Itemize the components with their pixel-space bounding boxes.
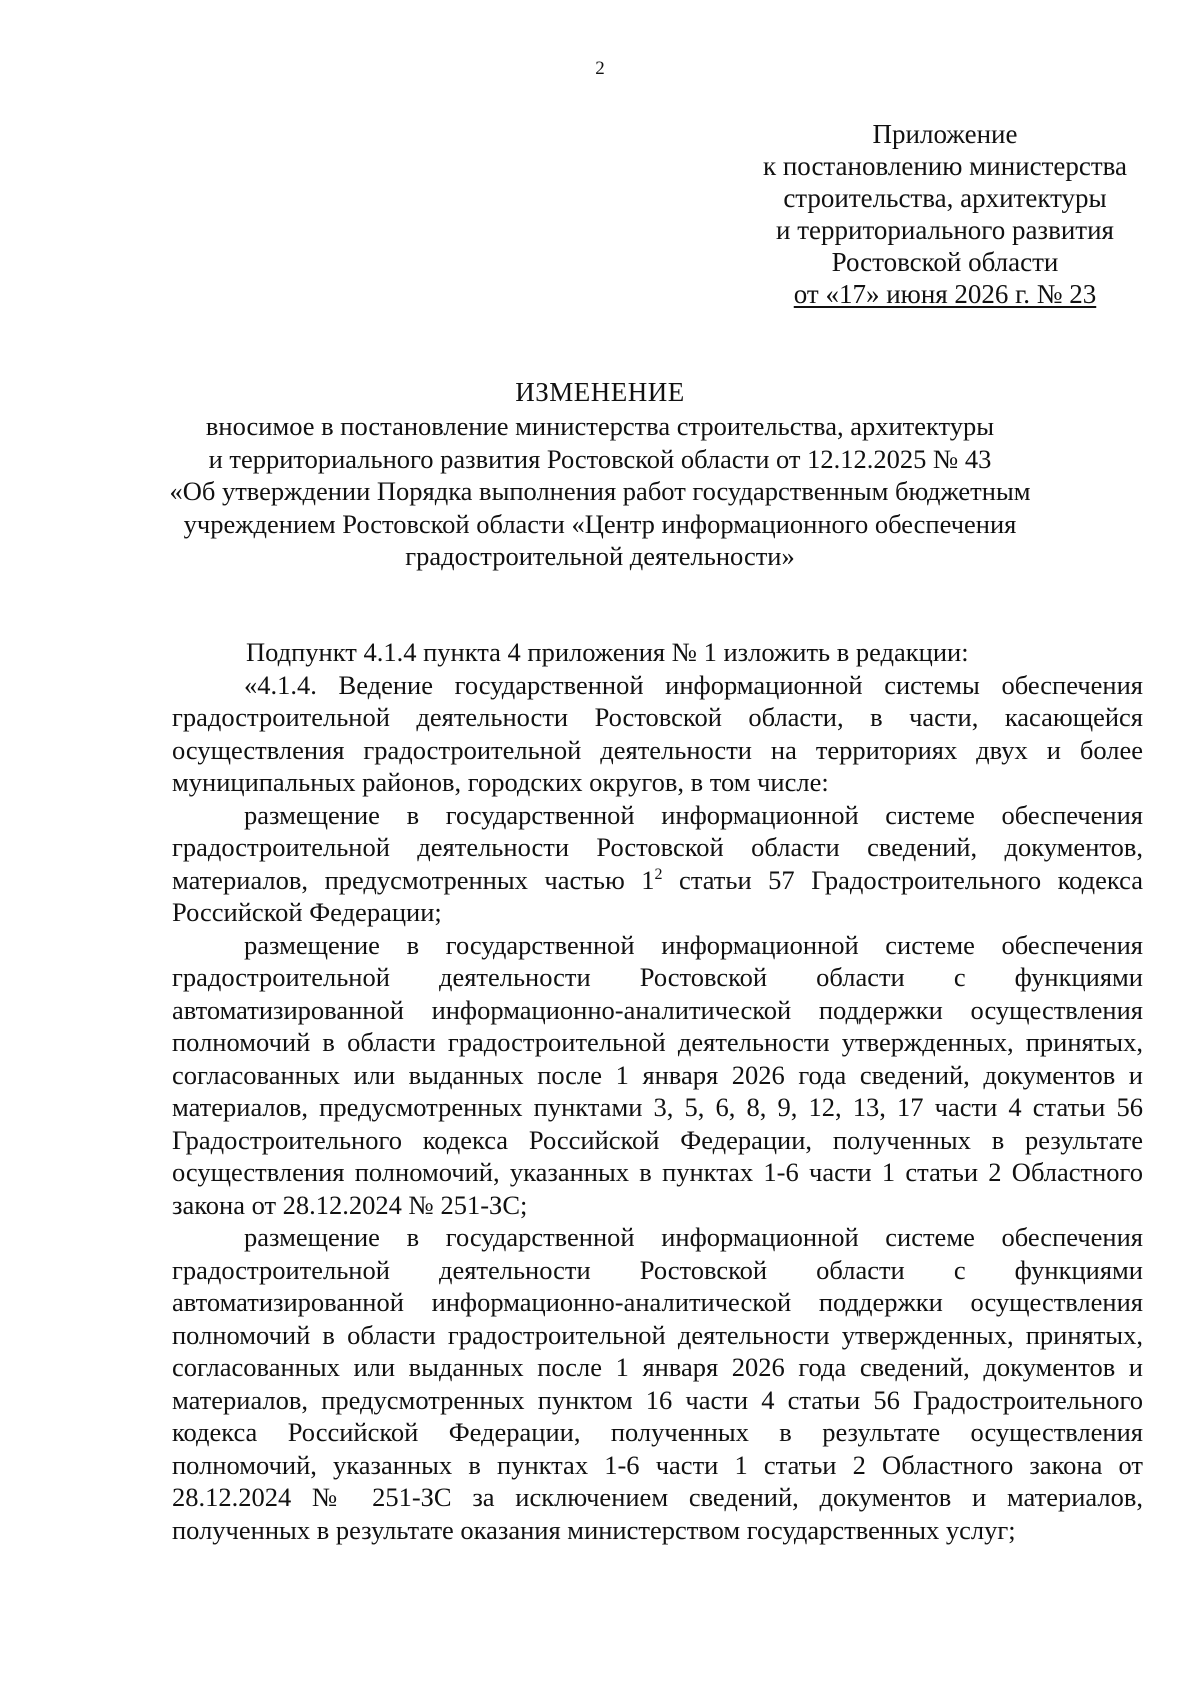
body-paragraph-placement-3: размещение в государственной информационной системе обеспечения градостроительной деятельности Ростовской области с функциями автоматизированной информационно-аналитической поддержки осуществления полномочий в области градостроительной деятельности утвержденных, принятых, согласованных или выданных после 1 января 2026 года сведений, документов и материалов, предусмотренных пунктом 16 части 4 статьи 56 Градостроительного кодекса Российской Федерации, полученных в результате осуществления полномочий, указанных в пунктах 1-6 части 1 статьи 2 Областного закона от 28.12.2024 № 251-ЗС за исключением сведений, документов и материалов, полученных в результате оказания министерством государственных услуг; [172,1222,1143,1545]
subtitle-line: учреждением Ростовской области «Центр информационного обеспечения [183,508,1017,539]
paragraph-text: размещение в государственной информационной системе обеспечения градостроительной деятельности Ростовской области сведений, документов, материалов, предусмотренных частью 1 [172,799,1143,895]
paragraph-text: статьи 57 Градостроительного кодекса Российской Федерации; [172,864,1143,927]
document-subtitle [150,410,1050,573]
appendix-line: и территориального развития [776,215,1114,245]
subtitle-line: и территориального развития Ростовской области от 12.12.2025 № 43 [208,443,992,474]
appendix-line: Ростовской области [831,247,1059,277]
document-body [172,636,1143,1546]
body-paragraph-placement-1 [172,799,1143,929]
appendix-line: к постановлению министерства [762,151,1128,181]
appendix-line: Приложение [872,119,1018,149]
document-title: ИЗМЕНЕНИЕ [515,377,685,407]
appendix-line: строительства, архитектуры [783,183,1107,213]
subtitle-line: вносимое в постановление министерства строительства, архитектуры [205,411,995,441]
superscript: 2 [654,865,663,883]
page-number: 2 [595,58,605,79]
body-paragraph-intro: Подпункт 4.1.4 пункта 4 приложения № 1 изложить в редакции: [246,637,969,667]
body-paragraph-placement-2: размещение в государственной информационной системе обеспечения градостроительной деятельности Ростовской области с функциями автоматизированной информационно-аналитической поддержки осуществления полномочий в области градостроительной деятельности утвержденных, принятых, согласованных или выданных после 1 января 2026 года сведений, документов и материалов, предусмотренных пунктами 3, 5, 6, 8, 9, 12, 13, 17 части 4 статьи 56 Градостроительного кодекса Российской Федерации, полученных в результате осуществления полномочий, указанных в пунктах 1-6 части 1 статьи 2 Областного закона от 28.12.2024 № 251-ЗС; [172,929,1143,1220]
subtitle-line: «Об утверждении Порядка выполнения работ государственным бюджетным [169,476,1031,506]
appendix-date-line: от «17» июня 2026 г. № 23 [793,279,1097,309]
subtitle-line: градостроительной деятельности» [405,541,795,571]
appendix-block [690,118,1200,310]
body-paragraph-4-1-4: «4.1.4. Ведение государственной информационной системы обеспечения градостроительной деятельности Ростовской области, в части, касающейся осуществления градостроительной деятельности на территориях двух и более муниципальных районов, городских округов, в том числе: [172,669,1143,797]
